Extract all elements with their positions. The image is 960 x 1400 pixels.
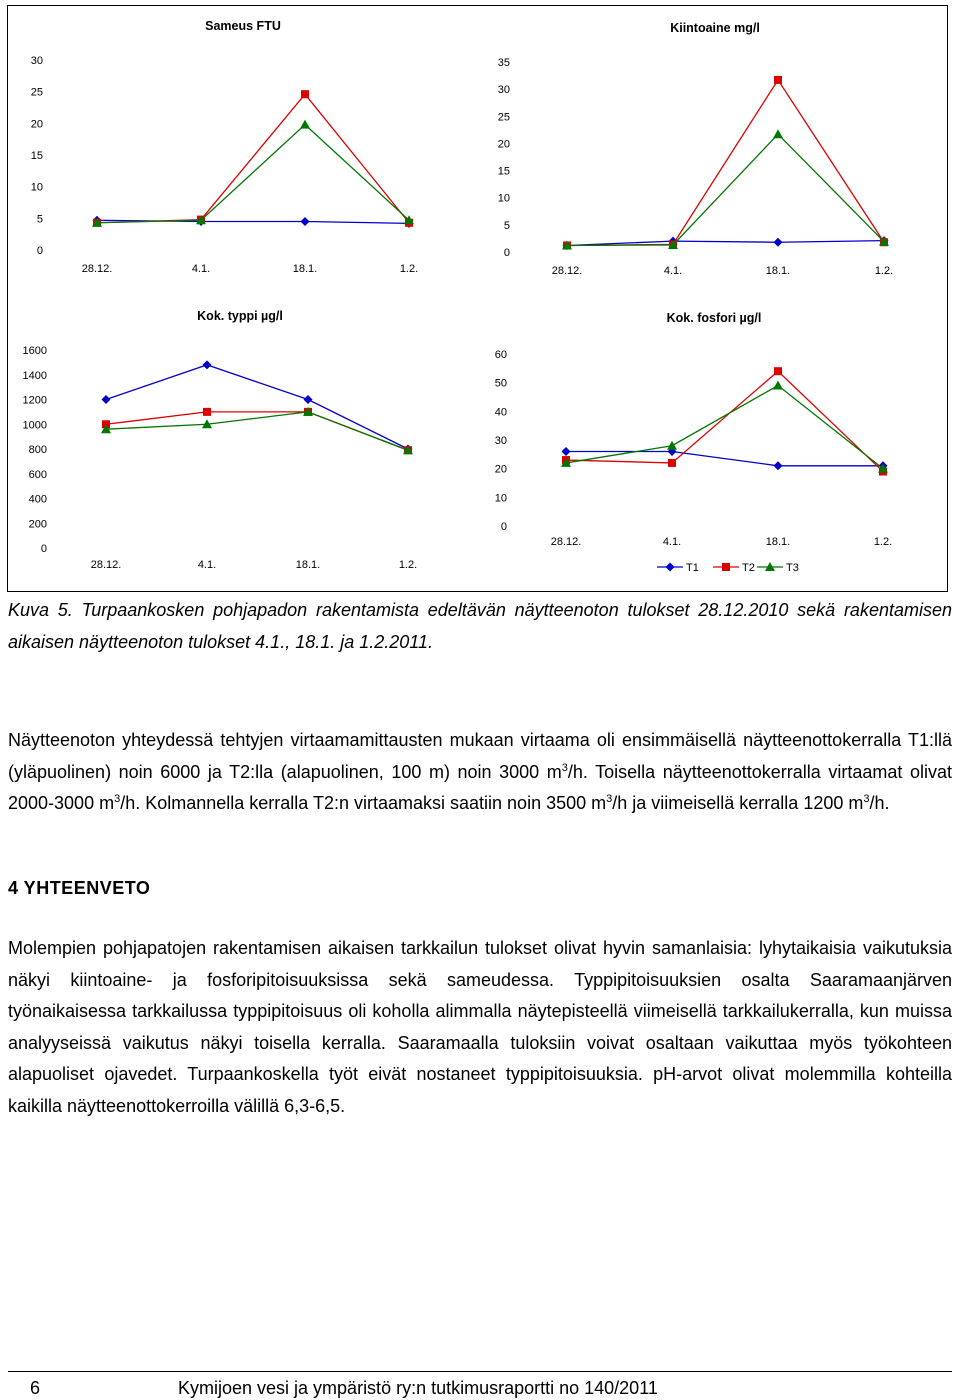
y-tick-label: 50 (494, 377, 507, 390)
series-line-T2 (567, 80, 884, 246)
y-tick-label: 5 (503, 219, 510, 232)
legend-label-T3: T3 (786, 562, 799, 574)
point-T3 (773, 129, 783, 138)
series-line-T3 (106, 412, 408, 450)
flow-paragraph: Näytteenoton yhteydessä tehtyjen virtaamamittausten mukaan virtaama oli ensimmäisellä näytteenottokerralla T1:llä (yläpuolinen) noin 6000 ja T2:lla (alapuolinen, 100 m) noin 3000 $m^3/h$. Toisella näytteenottokerralla virtaamat olivat 2000-3000 $m^3/h$. Kolmannella kerralla T2:n virtaamaksi saatiin noin 3500 $m^3/h$ ja viimeisellä kerralla 1200 $m^3/h$. (8, 730, 952, 813)
chart-3 (23, 309, 418, 571)
point-T1 (774, 461, 783, 470)
x-tick-label: 4.1. (191, 263, 211, 275)
series-line-T2 (97, 94, 409, 223)
y-tick-label: 10 (494, 492, 507, 505)
y-tick-label: 0 (40, 543, 47, 555)
legend (657, 562, 799, 574)
point-T1 (304, 395, 313, 404)
figure-charts (0, 0, 960, 600)
series-line-T2 (566, 371, 883, 471)
x-tick-label: 18.1. (292, 263, 318, 275)
chart-title: Sameus FTU (205, 19, 281, 33)
y-tick-label: 20 (30, 118, 43, 131)
x-tick-label: 1.2. (873, 536, 893, 548)
chart-1 (31, 19, 418, 275)
point-T1 (102, 395, 111, 404)
x-tick-label: 1.2. (398, 559, 418, 571)
legend-marker-T1 (666, 563, 675, 572)
legend-marker-T2 (722, 563, 730, 571)
point-T3 (667, 441, 677, 450)
y-tick-label: 35 (497, 57, 510, 69)
series-line-T3 (566, 386, 883, 469)
chart-2 (498, 21, 893, 277)
y-tick-label: 25 (497, 111, 510, 124)
point-T1 (203, 360, 212, 369)
point-T1 (562, 447, 571, 456)
y-tick-label: 1400 (22, 369, 47, 382)
y-tick-label: 25 (30, 86, 43, 99)
y-tick-label: 0 (36, 245, 43, 257)
y-tick-label: 1600 (22, 345, 47, 357)
y-tick-label: 10 (30, 181, 43, 194)
x-tick-label: 18.1. (765, 536, 791, 548)
x-tick-label: 28.12. (90, 559, 122, 571)
y-tick-label: 1200 (22, 394, 47, 407)
figure-caption: Kuva 5. Turpaankosken pohjapadon rakentamista edeltävän näytteenoton tulokset 28.12.2010 sekä rakentamisen aikaisen näytteenoton tulokset 4.1., 18.1. ja 1.2.2011. (8, 600, 952, 652)
point-T2 (301, 90, 309, 98)
x-tick-label: 4.1. (663, 265, 683, 277)
y-tick-label: 15 (497, 165, 510, 178)
legend-label-T2: T2 (742, 562, 755, 574)
y-tick-label: 800 (28, 444, 47, 456)
footer-divider (8, 1371, 952, 1372)
point-T2 (774, 367, 782, 375)
chart-4 (495, 311, 892, 548)
x-tick-label: 28.12. (81, 263, 113, 275)
point-T1 (301, 217, 310, 226)
point-T3 (300, 120, 310, 129)
y-tick-label: 0 (503, 247, 510, 259)
x-tick-label: 4.1. (197, 559, 217, 571)
y-tick-label: 30 (494, 435, 507, 447)
x-tick-label: 4.1. (662, 536, 682, 548)
page-number: 6 (30, 1378, 41, 1398)
y-tick-label: 400 (28, 493, 47, 506)
point-T2 (203, 408, 211, 416)
y-tick-label: 30 (30, 55, 43, 67)
chart-title: Kok. fosfori µg/l (666, 311, 762, 325)
y-tick-label: 1000 (22, 419, 47, 432)
y-tick-label: 60 (494, 349, 507, 361)
x-tick-label: 28.12. (550, 536, 582, 548)
y-tick-label: 200 (28, 518, 47, 531)
y-tick-label: 10 (497, 192, 510, 205)
y-tick-label: 0 (500, 521, 507, 533)
x-tick-label: 1.2. (399, 263, 419, 275)
y-tick-label: 30 (497, 84, 510, 97)
y-tick-label: 40 (494, 406, 507, 419)
section-heading: 4 YHTEENVETO (8, 878, 151, 898)
y-tick-label: 20 (497, 138, 510, 151)
x-tick-label: 18.1. (295, 559, 321, 571)
chart-title: Kok. typpi µg/l (197, 309, 283, 323)
y-tick-label: 15 (30, 150, 43, 162)
chart-title: Kiintoaine mg/l (670, 21, 760, 35)
y-tick-label: 5 (36, 213, 43, 226)
y-tick-label: 20 (494, 463, 507, 476)
series-line-T1 (106, 365, 408, 449)
x-tick-label: 1.2. (874, 265, 894, 277)
series-line-T3 (97, 125, 409, 223)
footer-title: Kymijoen vesi ja ympäristö ry:n tutkimusraportti no 140/2011 (178, 1378, 658, 1398)
series-line-T1 (566, 451, 883, 465)
y-tick-label: 600 (28, 468, 47, 481)
point-T2 (668, 459, 676, 467)
series-line-T3 (567, 134, 884, 245)
legend-label-T1: T1 (686, 562, 699, 574)
summary-paragraph: Molempien pohjapatojen rakentamisen aikaisen tarkkailun tulokset olivat hyvin samanlaisia: lyhytaikaisia vaikutuksia näkyi kiintoaine- ja fosforipitoisuuksissa sekä sameudessa. Typpipitoisuuksien osalta Saaramaanjärven työnaikaisessa tarkkailussa typpipitoisuus oli koholla alimmalla näytepisteellä viimeisellä tarkkailukerralla, kun muissa analyyseissä vaikutus näkyi toisella kerralla. Saaramaalla tuloksiin voivat osaltaan vaikuttaa myös työkohteen alapuoliset ojavedet. Turpaankoskella työt eivät nostaneet typpipitoisuuksia. pH-arvot olivat molemmilla kohteilla kaikilla näytteenottokerroilla välillä 6,3-6,5. (8, 938, 952, 1116)
x-tick-label: 18.1. (765, 265, 791, 277)
point-T1 (774, 238, 783, 247)
point-T2 (774, 76, 782, 84)
x-tick-label: 28.12. (551, 265, 583, 277)
point-T3 (773, 381, 783, 390)
